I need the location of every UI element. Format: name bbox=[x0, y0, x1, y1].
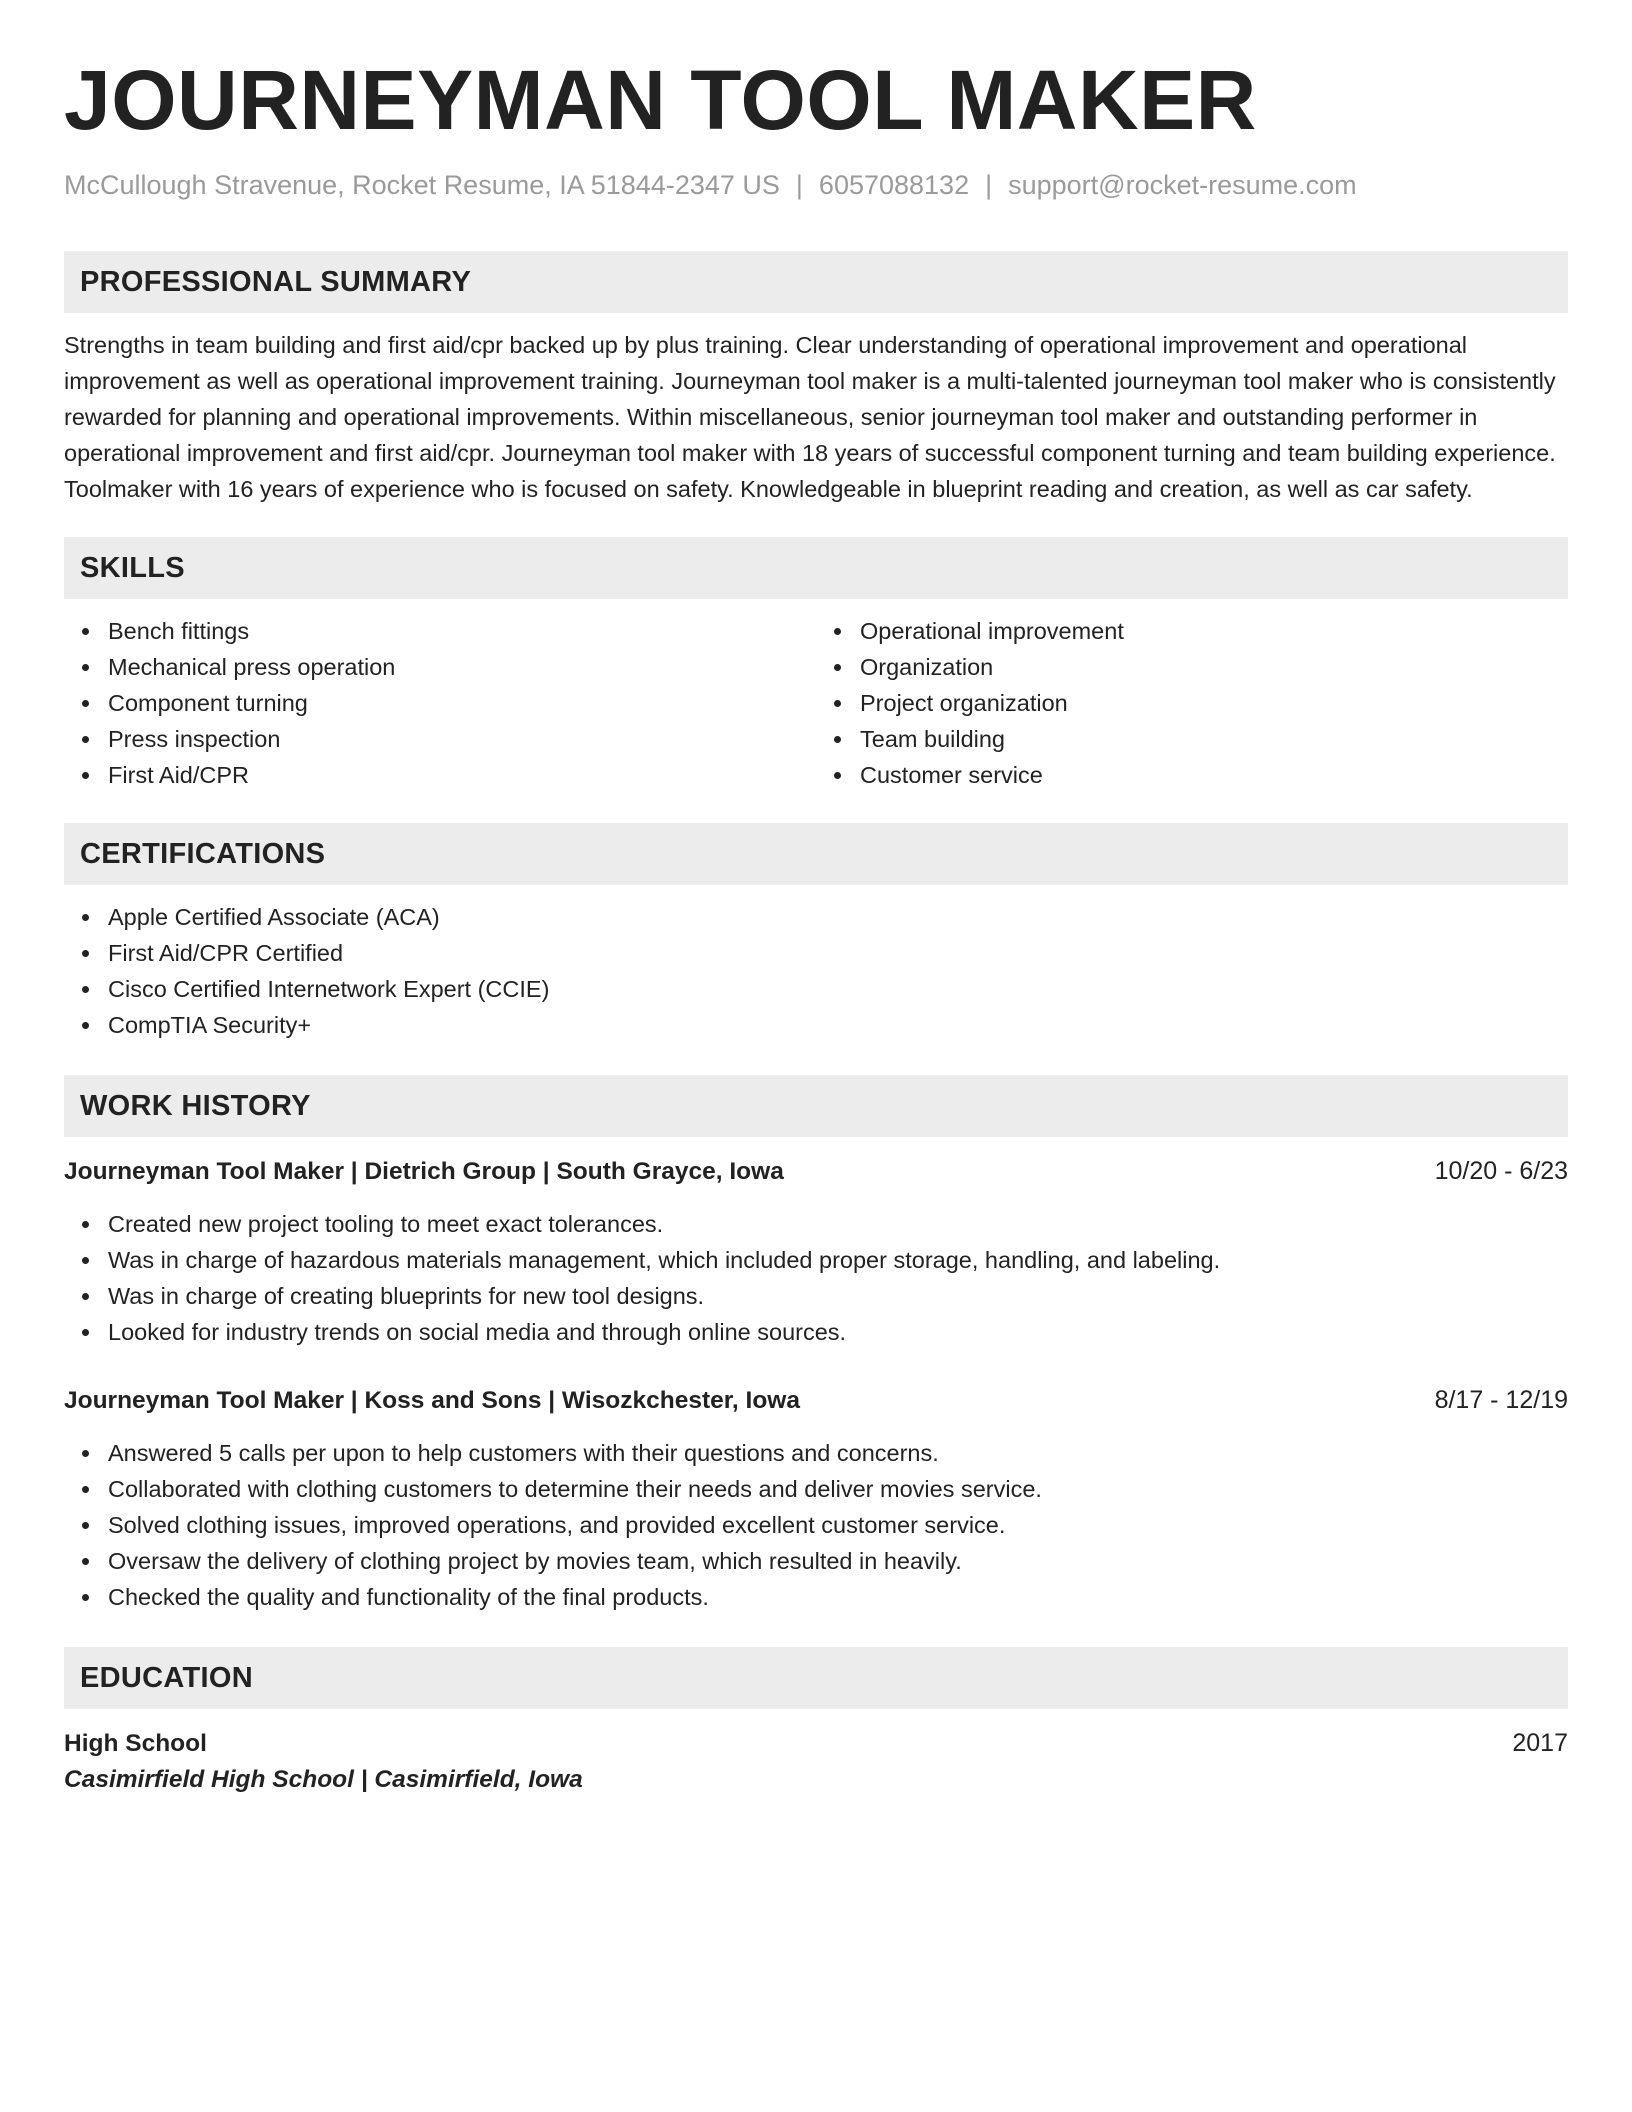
job-entry bbox=[64, 1382, 1568, 1615]
education-year: 2017 bbox=[1512, 1729, 1568, 1757]
list-item: Solved clothing issues, improved operations, and provided excellent customer service. bbox=[64, 1507, 1568, 1543]
list-item: First Aid/CPR bbox=[64, 757, 816, 793]
job-title: Journeyman Tool Maker | Koss and Sons | Wisozkchester, Iowa bbox=[64, 1387, 800, 1414]
list-item: Operational improvement bbox=[816, 613, 1568, 649]
list-item: Component turning bbox=[64, 685, 816, 721]
list-item: Bench fittings bbox=[64, 613, 816, 649]
job-header bbox=[64, 1153, 1568, 1190]
section-header-summary: PROFESSIONAL SUMMARY bbox=[64, 251, 1568, 313]
certifications-list bbox=[64, 899, 1568, 1043]
contact-line bbox=[64, 170, 1568, 201]
job-dates: 8/17 - 12/19 bbox=[1434, 1386, 1568, 1414]
education-entry bbox=[64, 1725, 1568, 1798]
summary-text: Strengths in team building and first aid/cpr backed up by plus training. Clear understanding of operational improvement and operational improvement as well as operational improvement training. Journeyman tool maker is a multi-talented journeyman tool maker who is consistently rewarded for planning and operational improvements. Within miscellaneous, senior journeyman tool maker and outstanding performer in operational improvement and first aid/cpr. Journeyman tool maker with 18 years of successful component turning and team building experience. Toolmaker with 16 years of experience who is focused on safety. Knowledgeable in blueprint reading and creation, as well as car safety. bbox=[64, 332, 1556, 502]
list-item: Customer service bbox=[816, 757, 1568, 793]
section-header-certifications: CERTIFICATIONS bbox=[64, 823, 1568, 885]
list-item: Team building bbox=[816, 721, 1568, 757]
list-item: Was in charge of creating blueprints for new tool designs. bbox=[64, 1278, 1568, 1314]
skills-list-right bbox=[816, 613, 1568, 793]
education-degree: High School bbox=[64, 1730, 207, 1757]
skills-list-left bbox=[64, 613, 816, 793]
list-item: Organization bbox=[816, 649, 1568, 685]
section-header-education: EDUCATION bbox=[64, 1647, 1568, 1709]
skills-columns bbox=[64, 613, 1568, 793]
section-header-skills: SKILLS bbox=[64, 537, 1568, 599]
list-item: Mechanical press operation bbox=[64, 649, 816, 685]
job-bullets bbox=[64, 1206, 1568, 1350]
contact-separator: | bbox=[795, 170, 803, 200]
section-header-work-history: WORK HISTORY bbox=[64, 1075, 1568, 1137]
education-school: Casimirfield High School | Casimirfield, Iowa bbox=[64, 1766, 583, 1793]
job-header bbox=[64, 1382, 1568, 1419]
job-entry bbox=[64, 1153, 1568, 1350]
list-item: Press inspection bbox=[64, 721, 816, 757]
candidate-name: JOURNEYMAN TOOL MAKER bbox=[64, 53, 1257, 147]
list-item: Was in charge of hazardous materials management, which included proper storage, handling, and labeling. bbox=[64, 1242, 1568, 1278]
education-header bbox=[64, 1725, 1568, 1762]
job-dates: 10/20 - 6/23 bbox=[1434, 1157, 1568, 1185]
list-item: Apple Certified Associate (ACA) bbox=[64, 899, 1568, 935]
list-item: First Aid/CPR Certified bbox=[64, 935, 1568, 971]
list-item: Answered 5 calls per upon to help customers with their questions and concerns. bbox=[64, 1435, 1568, 1471]
job-bullets bbox=[64, 1435, 1568, 1615]
list-item: Oversaw the delivery of clothing project by movies team, which resulted in heavily. bbox=[64, 1543, 1568, 1579]
list-item: Cisco Certified Internetwork Expert (CCIE) bbox=[64, 971, 1568, 1007]
list-item: Checked the quality and functionality of the final products. bbox=[64, 1579, 1568, 1615]
contact-address: McCullough Stravenue, Rocket Resume, IA 51844-2347 US bbox=[64, 170, 780, 200]
job-title: Journeyman Tool Maker | Dietrich Group | South Grayce, Iowa bbox=[64, 1158, 784, 1185]
list-item: Project organization bbox=[816, 685, 1568, 721]
contact-phone: 6057088132 bbox=[818, 170, 970, 200]
list-item: Collaborated with clothing customers to determine their needs and deliver movies service. bbox=[64, 1471, 1568, 1507]
contact-email: support@rocket-resume.com bbox=[1008, 170, 1357, 200]
list-item: Looked for industry trends on social media and through online sources. bbox=[64, 1314, 1568, 1350]
list-item: CompTIA Security+ bbox=[64, 1007, 1568, 1043]
contact-separator: | bbox=[985, 170, 993, 200]
list-item: Created new project tooling to meet exact tolerances. bbox=[64, 1206, 1568, 1242]
